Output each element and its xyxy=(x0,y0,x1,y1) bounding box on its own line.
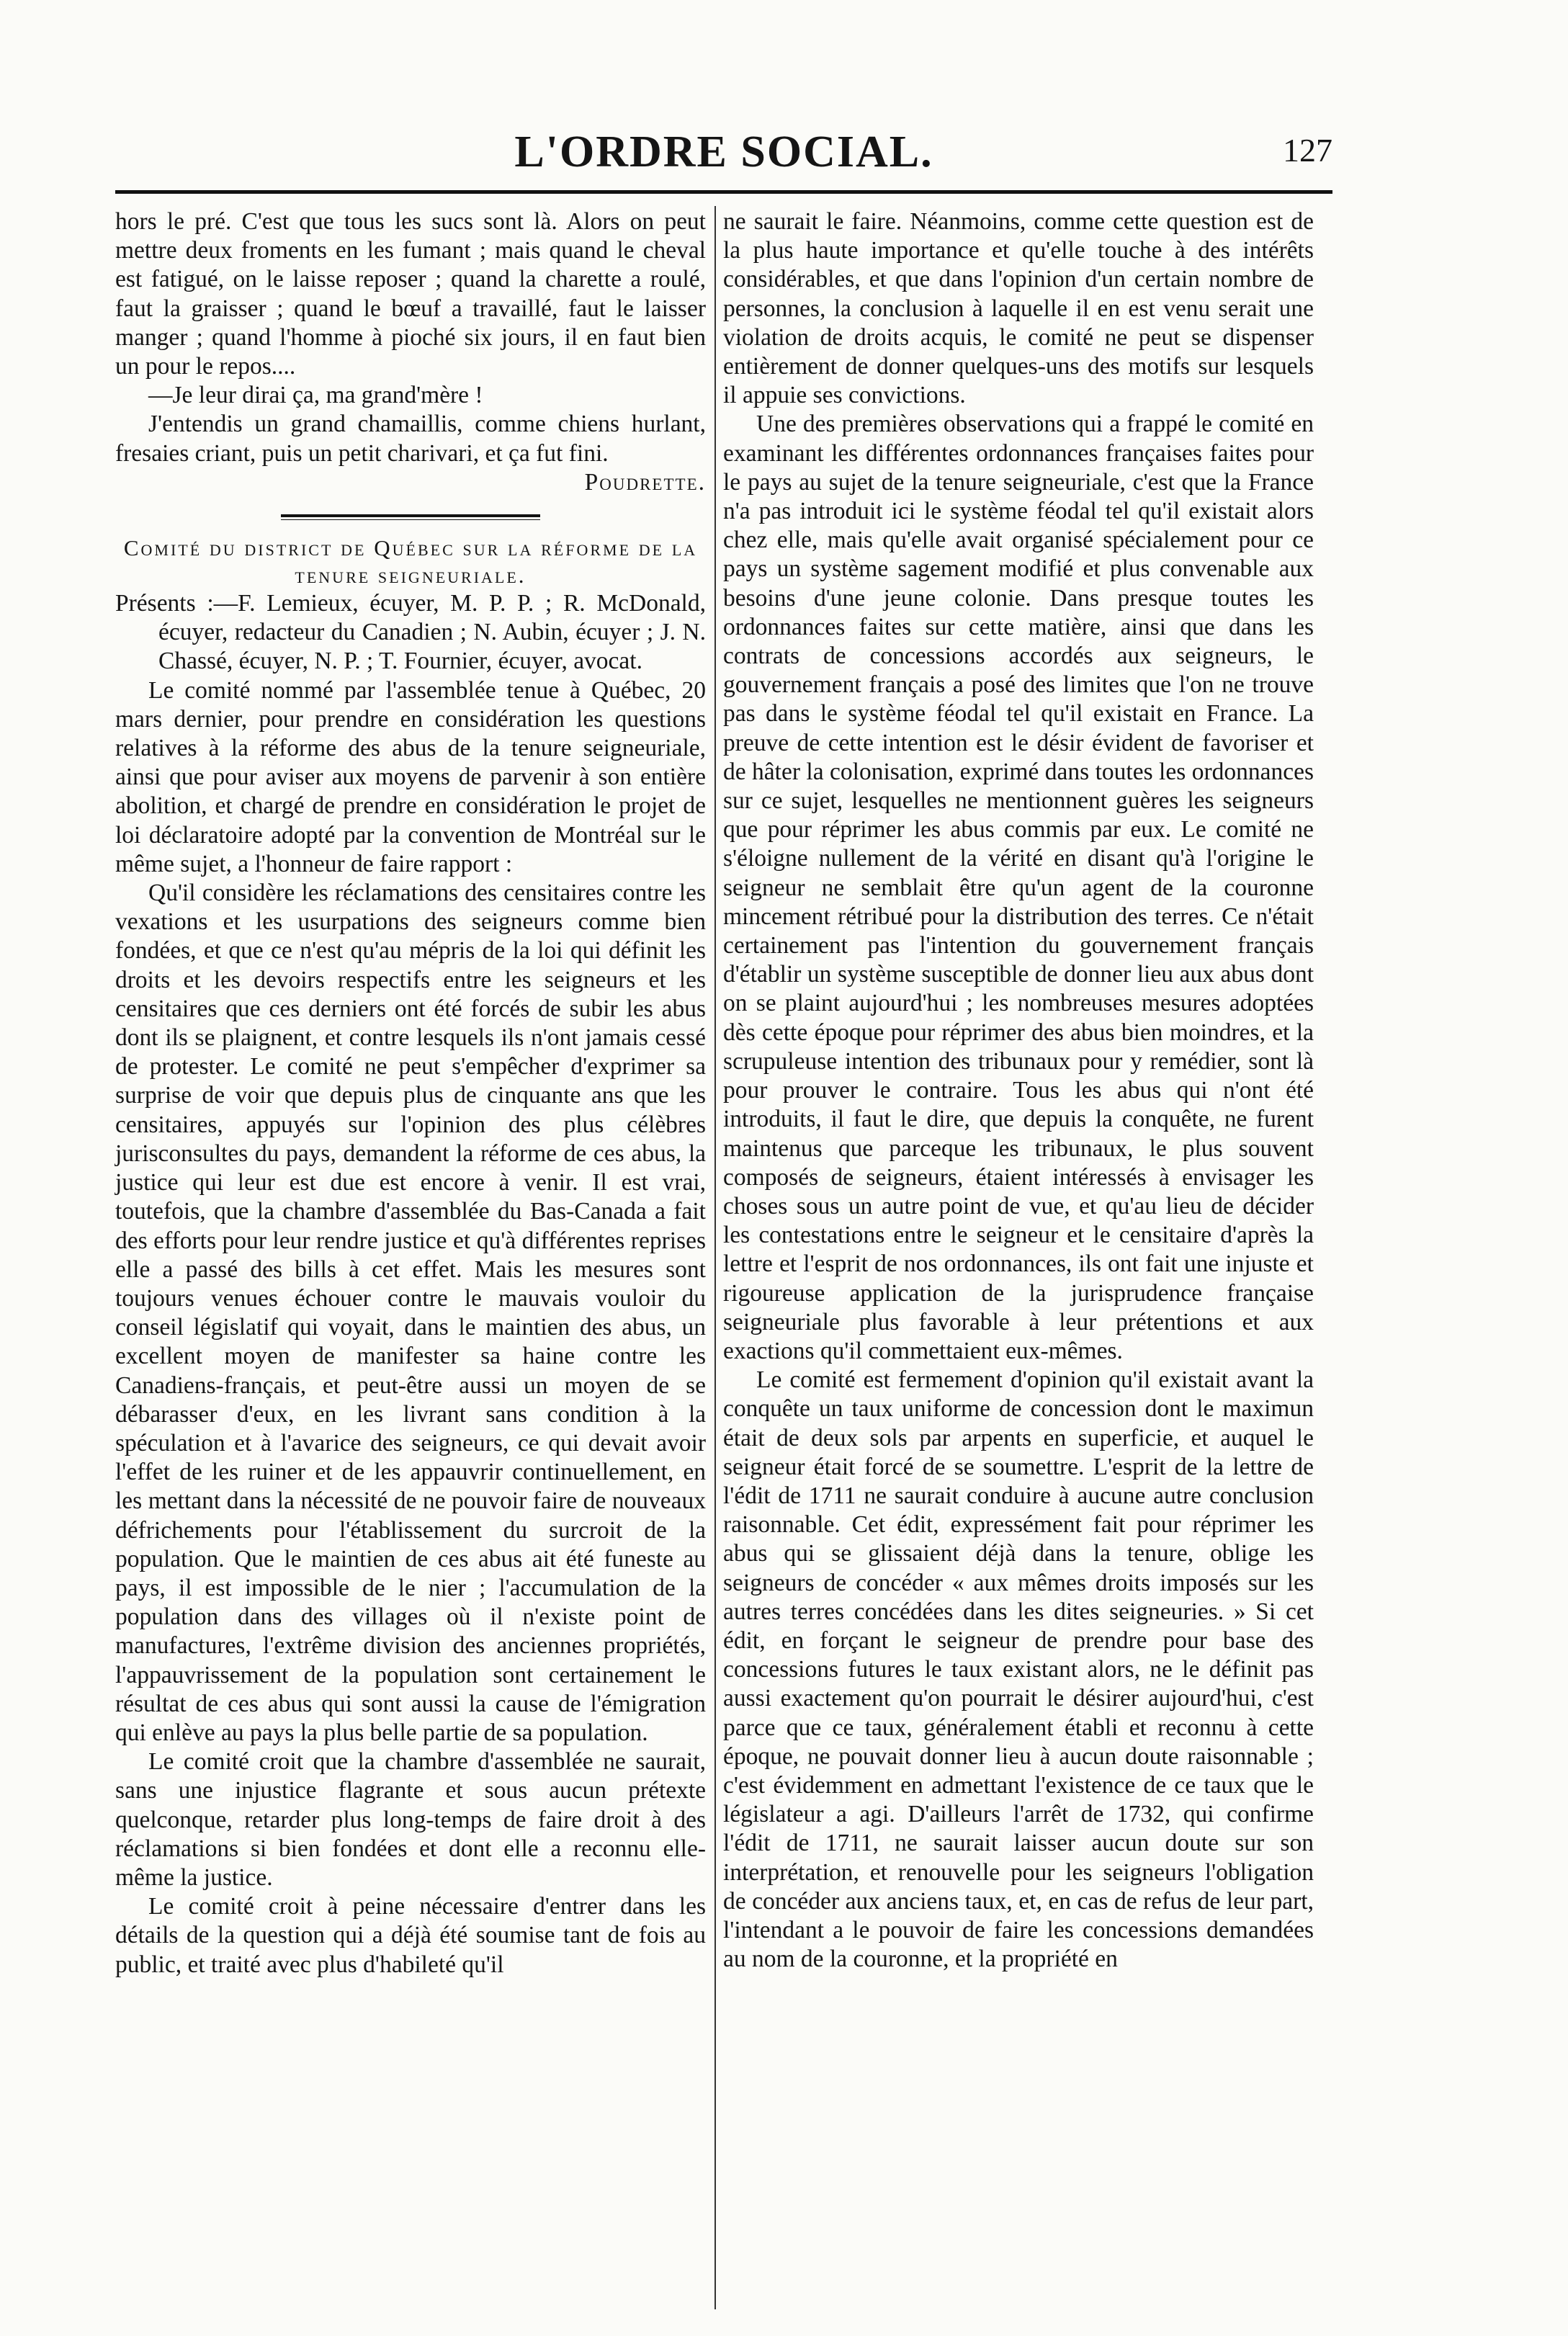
paragraph: Le comité croit à peine nécessaire d'entrer dans les détails de la question qui a déjà été soumise tant de fois au public, et traité avec plus d'habileté qu'il xyxy=(115,1893,706,1978)
section-heading: Comité du district de Québec sur la réforme de la tenure seigneuriale. xyxy=(123,535,698,589)
column-divider xyxy=(714,206,716,2309)
section-divider xyxy=(281,514,540,517)
paragraph: Le comité nommé par l'assemblée tenue à Québec, 20 mars dernier, pour prendre en considération les questions relatives à la réforme des abus de la tenure seigneuriale, ainsi que pour aviser aux moyens de parvenir à son entière abolition, et chargé de prendre en considération le projet de loi déclaratoire adopté par la convention de Montréal sur le même sujet, a l'honneur de faire rapport : xyxy=(115,676,706,877)
author-signature: Poudrette. xyxy=(584,468,706,496)
right-column xyxy=(723,207,1314,1974)
section-divider-thin xyxy=(281,519,540,520)
paragraph: ne saurait le faire. Néanmoins, comme cette question est de la plus haute importance et qu'elle touche à des intérêts considérables, et que dans l'opinion d'un certain nombre de personnes, la conclusion à laquelle il en est venu serait une violation de droits acquis, le comité ne peut se dispenser entièrement de donner quelques-uns des motifs sur lesquels il appuie ses convictions. xyxy=(723,208,1314,409)
paragraph: —Je leur dirai ça, ma grand'mère ! xyxy=(148,382,483,409)
page-header xyxy=(115,127,1332,184)
page-number: 127 xyxy=(1283,132,1332,169)
paragraph: J'entendis un grand chamaillis, comme chiens hurlant, fresaies criant, puis un petit charivari, et ça fut fini. xyxy=(115,411,706,467)
header-rule xyxy=(115,190,1332,194)
paragraph: Le comité croit que la chambre d'assemblée ne saurait, sans une injustice flagrante et sous aucun prétexte quelconque, retarder plus long-temps de faire droit à des réclamations si bien fondées et dont elle a reconnu elle-même la justice. xyxy=(115,1748,706,1891)
paragraph: hors le pré. C'est que tous les sucs sont là. Alors on peut mettre deux froments en les fumant ; mais quand le cheval est fatigué, on le laisse reposer ; quand la charette a roulé, faut la graisser ; quand le bœuf a travaillé, faut le laisser manger ; quand l'homme à pioché six jours, il en faut bien un pour le repos.... xyxy=(115,208,706,380)
left-column xyxy=(115,207,706,1979)
paragraph: Le comité est fermement d'opinion qu'il existait avant la conquête un taux uniforme de concession dont le maximun était de deux sols par arpents en superficie, et auquel le seigneur était forcé de se soumettre. L'esprit de la lettre de l'édit de 1711 ne saurait conduire à aucune autre conclusion raisonnable. Cet édit, expressément fait pour réprimer les abus qui se glissaient déjà dans la tenure, oblige les seigneurs de concéder « aux mêmes droits imposés sur les autres terres concédées dans les dites seigneuries. » Si cet édit, en forçant le seigneur de prendre pour base des concessions futures le taux existant alors, ne le définit pas aussi exactement qu'on pourrait le désirer aujourd'hui, c'est parce que ce taux, généralement établi et reconnu à cette époque, ne pouvait donner lieu à aucun doute raisonnable ; c'est évidemment en admettant l'existence de ce taux que le législateur a agi. D'ailleurs l'arrêt de 1732, qui confirme l'édit de 1711, ne saurait laisser aucun doute sur son interprétation, et renouvelle pour les seigneurs l'obligation de concéder aux anciens taux, et, en cas de refus de leur part, l'intendant a le pouvoir de faire les concessions demandées au nom de la couronne, et la propriété en xyxy=(723,1366,1314,1973)
attendees-list: Présents :—F. Lemieux, écuyer, M. P. P. ; R. McDonald, écuyer, redacteur du Canadien ; N. Aubin, écuyer ; J. N. Chassé, écuyer, N. P. ; T. Fournier, écuyer, avocat. xyxy=(115,590,706,675)
paragraph: Une des premières observations qui a frappé le comité en examinant les différentes ordonnances françaises faites pour le pays au sujet de la tenure seigneuriale, c'est que la France n'a pas introduit ici le système féodal tel qu'il existait alors chez elle, mais qu'elle avait organisé spécialement pour ce pays un système sagement modifié et plus convenable aux besoins d'une jeune colonie. Dans presque toutes les ordonnances faites sur cette matière, ainsi que dans les contrats de concessions accordés aux seigneurs, le gouvernement français a posé des limites que l'on ne trouve pas dans le système féodal tel qu'il existait en France. La preuve de cette intention est le désir évident de favoriser et de hâter la colonisation, exprimé dans toutes les ordonnances sur ce sujet, lesquelles ne mentionnent guères les seigneurs que pour réprimer les abus commis par eux. Le comité ne s'éloigne nullement de la vérité en disant qu'à l'origine le seigneur ne semblait être qu'un agent de la couronne mincement rétribué pour la distribution des terres. Ce n'était certainement pas l'intention du gouvernement français d'établir un système susceptible de donner lieu aux abus dont on se plaint aujourd'hui ; les nombreuses mesures adoptées dès cette époque pour réprimer des abus bien moindres, et la scrupuleuse intention des tribunaux pour y remédier, sont là pour prouver le contraire. Tous les abus qui n'ont été introduits, il faut le dire, que depuis la conquête, ne furent maintenus que parceque les tribunaux, le plus souvent composés de seigneurs, étaient intéressés à envisager les choses sous un autre point de vue, et qu'au lieu de décider les contestations entre le seigneur et le censitaire d'après la lettre et l'esprit de nos ordonnances, ils ont fait une injuste et rigoureuse application de la jurisprudence française seigneuriale plus favorable à leur prétentions et aux exactions qu'il commettaient eux-mêmes. xyxy=(723,411,1314,1364)
running-title: L'ORDRE SOCIAL. xyxy=(514,127,933,176)
paragraph: Qu'il considère les réclamations des censitaires contre les vexations et les usurpations des seigneurs comme bien fondées, et que ce n'est qu'au mépris de la loi qui définit les droits et les devoirs respectifs entre les seigneurs et les censitaires que ces derniers ont été forcés de subir les abus dont ils se plaignent, et contre lesquels ils n'ont jamais cessé de protester. Le comité ne peut s'empêcher d'exprimer sa surprise de voir que depuis plus de cinquante ans que les censitaires, appuyés sur l'opinion des plus célèbres jurisconsultes du pays, demandent la réforme de ces abus, la justice qui leur est due est encore à venir. Il est vrai, toutefois, que la chambre d'assemblée du Bas-Canada a fait des efforts pour leur rendre justice et qu'à différentes reprises elle a passé des bills à cet effet. Mais les mesures sont toujours venues échouer contre le mauvais vouloir du conseil législatif qui voyait, dans le maintien des abus, un excellent moyen de manifester sa haine contre les Canadiens-français, et peut-être aussi un moyen de se débarasser d'eux, en les livrant sans condition à la spéculation et à l'avarice des seigneurs, ce qui devait avoir l'effet de les ruiner et de les appauvrir continuellement, en les mettant dans la nécessité de ne pouvoir faire de nouveaux défrichements pour l'établissement du surcroit de la population. Que le maintien de ces abus ait été funeste au pays, il est impossible de le nier ; l'accumulation de la population dans des villages où il n'existe point de manufactures, l'extrême division des anciennes propriétés, l'appauvrissement de la population sont certainement le résultat de ces abus qui sont aussi la cause de l'émigration qui enlève au pays la plus belle partie de sa population. xyxy=(115,880,706,1746)
